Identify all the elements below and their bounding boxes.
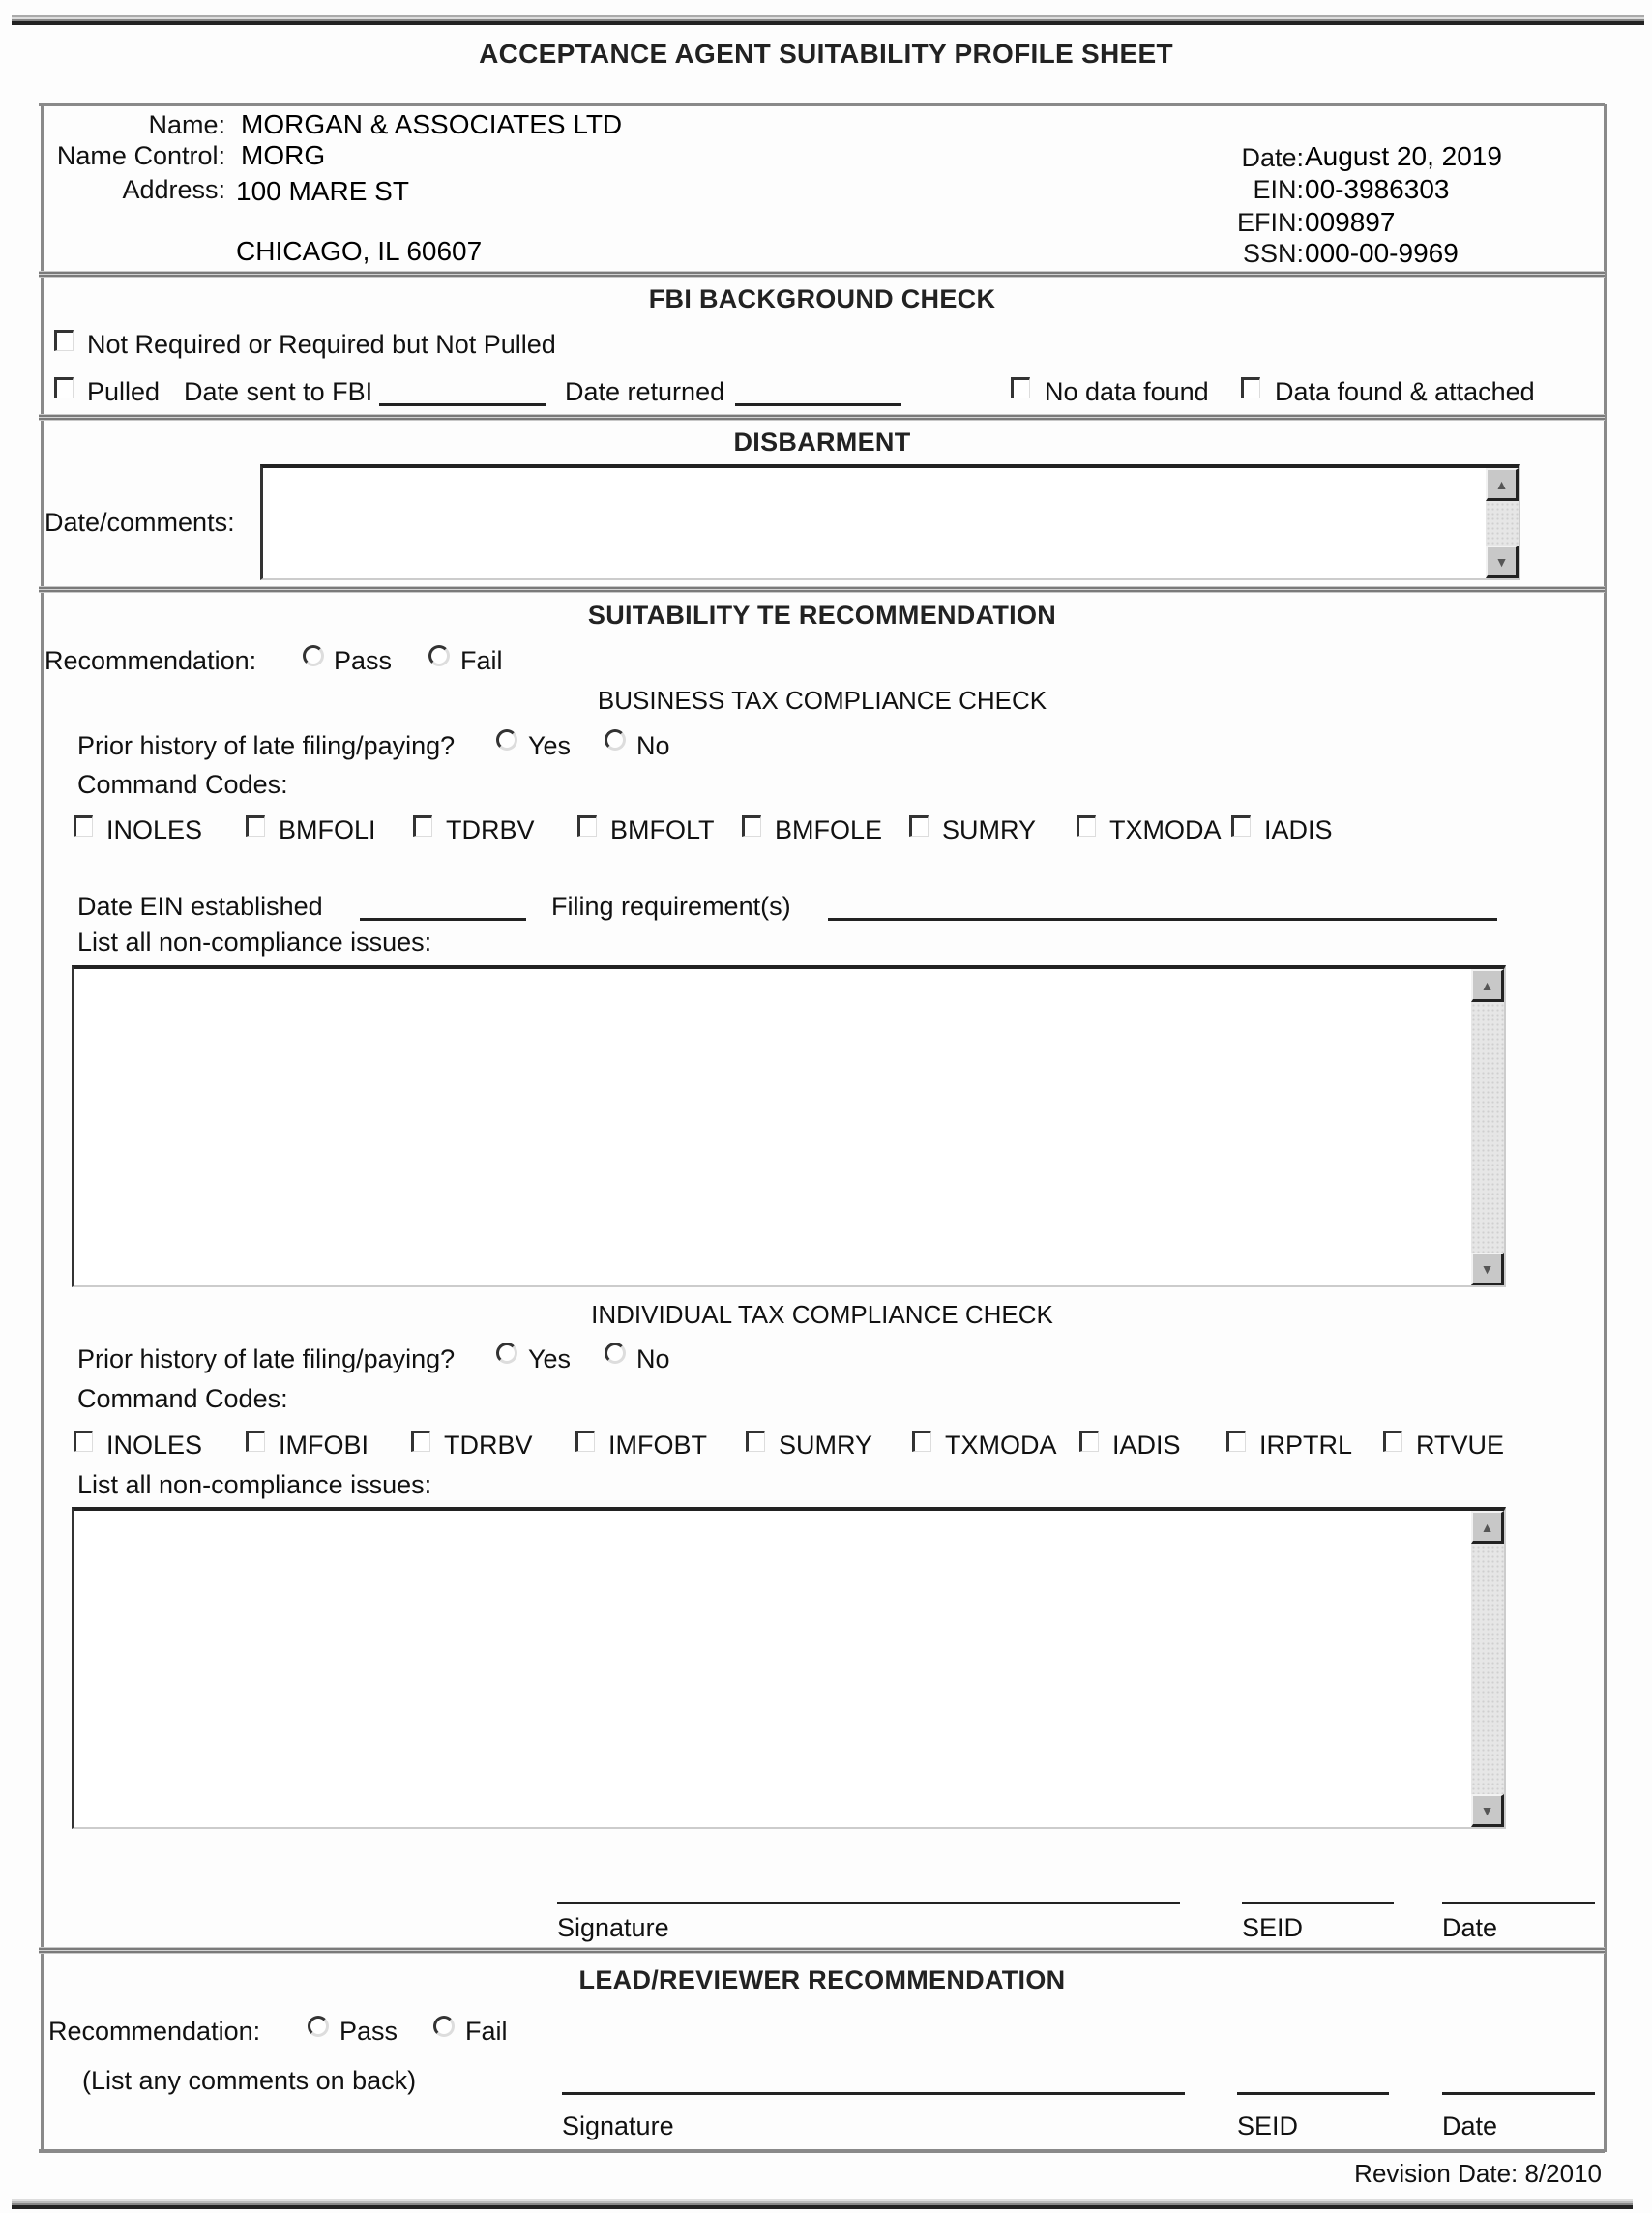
no-data-found-label: No data found	[1045, 377, 1209, 406]
date-label: Date:	[1241, 143, 1304, 172]
code-label: BMFOLE	[775, 815, 883, 844]
address-line1: 100 MARE ST	[236, 176, 409, 206]
lead-signature-label: Signature	[562, 2111, 674, 2140]
suitability-section-title: SUITABILITY TE RECOMMENDATION	[587, 601, 1057, 630]
individual-issues-textarea[interactable]	[72, 1507, 1506, 1829]
individual-command-codes-label: Command Codes:	[77, 1384, 288, 1413]
lead-date-label: Date	[1442, 2111, 1498, 2140]
te-seid-label: SEID	[1242, 1913, 1304, 1942]
address-label: Address:	[122, 175, 225, 204]
code-checkbox-tdrbv[interactable]	[411, 1431, 430, 1452]
code-checkbox-inoles[interactable]	[74, 815, 93, 837]
scroll-up-icon[interactable]: ▲	[1486, 468, 1519, 501]
page-title: ACCEPTANCE AGENT SUITABILITY PROFILE SHEET	[479, 39, 1173, 69]
scroll-up-icon[interactable]: ▲	[1471, 969, 1504, 1002]
section-divider	[39, 271, 1605, 278]
te-signature-field[interactable]	[557, 1902, 1180, 1904]
fbi-section-title: FBI BACKGROUND CHECK	[648, 284, 996, 313]
scroll-down-icon[interactable]: ▼	[1486, 546, 1519, 578]
business-tax-title: BUSINESS TAX COMPLIANCE CHECK	[597, 686, 1047, 715]
individual-issues-label: List all non-compliance issues:	[77, 1470, 432, 1499]
code-label: IADIS	[1264, 815, 1333, 844]
business-no-label: No	[636, 731, 670, 760]
code-checkbox-inoles[interactable]	[74, 1431, 93, 1452]
lead-pass-radio[interactable]	[308, 2016, 329, 2037]
code-label: TXMODA	[945, 1431, 1057, 1460]
te-pass-radio[interactable]	[303, 645, 324, 666]
code-checkbox-imfobi[interactable]	[246, 1431, 265, 1452]
top-rule	[12, 15, 1644, 25]
code-checkbox-imfobt[interactable]	[575, 1431, 595, 1452]
not-required-checkbox[interactable]	[54, 330, 74, 351]
individual-prior-history-label: Prior history of late filing/paying?	[77, 1344, 456, 1373]
section-divider	[39, 1947, 1605, 1954]
frame-top-border	[39, 103, 1605, 106]
disbarment-section-title: DISBARMENT	[733, 428, 911, 457]
business-yes-label: Yes	[528, 731, 572, 760]
section-divider	[39, 586, 1605, 593]
code-checkbox-txmoda[interactable]	[912, 1431, 931, 1452]
disbarment-comments-textarea[interactable]	[260, 464, 1520, 580]
date-ein-established-label: Date EIN established	[77, 892, 323, 921]
code-checkbox-iadis[interactable]	[1079, 1431, 1099, 1452]
individual-yes-radio[interactable]	[496, 1343, 517, 1364]
scrollbar[interactable]	[1471, 1511, 1504, 1827]
te-date-field[interactable]	[1442, 1902, 1595, 1904]
lead-section-title: LEAD/REVIEWER RECOMMENDATION	[578, 1965, 1066, 1994]
code-checkbox-irptrl[interactable]	[1226, 1431, 1246, 1452]
name-label: Name:	[148, 110, 225, 139]
address-line2: CHICAGO, IL 60607	[236, 236, 483, 266]
lead-recommendation-label: Recommendation:	[48, 2017, 261, 2046]
efin-value: 009897	[1305, 207, 1396, 237]
code-label: BMFOLI	[279, 815, 376, 844]
lead-pass-label: Pass	[339, 2017, 398, 2046]
code-label: IMFOBT	[608, 1431, 707, 1460]
business-issues-label: List all non-compliance issues:	[77, 928, 432, 957]
bottom-rule	[12, 2199, 1633, 2209]
code-label: TDRBV	[446, 815, 535, 844]
not-required-label: Not Required or Required but Not Pulled	[87, 330, 556, 359]
code-checkbox-iadis[interactable]	[1231, 815, 1251, 837]
code-label: SUMRY	[779, 1431, 873, 1460]
te-fail-radio[interactable]	[428, 645, 450, 666]
ein-value: 00-3986303	[1305, 174, 1450, 204]
code-label: IADIS	[1112, 1431, 1181, 1460]
scroll-down-icon[interactable]: ▼	[1471, 1253, 1504, 1285]
date-sent-label: Date sent to FBI	[184, 377, 373, 406]
ssn-value: 000-00-9969	[1305, 238, 1459, 268]
lead-date-field[interactable]	[1442, 2092, 1595, 2095]
lead-seid-field[interactable]	[1237, 2092, 1389, 2095]
code-label: INOLES	[106, 815, 203, 844]
lead-seid-label: SEID	[1237, 2111, 1299, 2140]
code-checkbox-rtvue[interactable]	[1383, 1431, 1402, 1452]
scrollbar[interactable]	[1471, 969, 1504, 1285]
frame-bottom-border	[39, 2149, 1605, 2153]
efin-label: EFIN:	[1236, 208, 1304, 237]
te-recommendation-label: Recommendation:	[44, 646, 257, 675]
scroll-down-icon[interactable]: ▼	[1471, 1794, 1504, 1827]
name-value: MORGAN & ASSOCIATES LTD	[241, 109, 623, 139]
code-label: IRPTRL	[1259, 1431, 1353, 1460]
lead-signature-field[interactable]	[562, 2092, 1185, 2095]
scrollbar[interactable]	[1486, 468, 1519, 578]
lead-fail-label: Fail	[465, 2017, 508, 2046]
code-label: TDRBV	[444, 1431, 533, 1460]
code-label: IMFOBI	[279, 1431, 369, 1460]
code-label: RTVUE	[1416, 1431, 1505, 1460]
date-returned-field[interactable]	[735, 403, 901, 406]
code-checkbox-sumry[interactable]	[909, 815, 929, 837]
pulled-label: Pulled	[87, 377, 161, 406]
lead-comments-note: (List any comments on back)	[82, 2066, 417, 2095]
code-checkbox-txmoda[interactable]	[1077, 815, 1096, 837]
filing-requirements-label: Filing requirement(s)	[551, 892, 791, 921]
section-divider	[39, 414, 1605, 421]
business-yes-radio[interactable]	[496, 729, 517, 751]
ssn-label: SSN:	[1242, 239, 1304, 268]
individual-no-label: No	[636, 1344, 670, 1373]
te-fail-label: Fail	[460, 646, 503, 675]
name-control-value: MORG	[241, 140, 326, 170]
date-ein-established-field[interactable]	[360, 918, 526, 921]
date-value: August 20, 2019	[1305, 141, 1502, 171]
business-command-codes-label: Command Codes:	[77, 770, 288, 799]
code-label: BMFOLT	[610, 815, 715, 844]
code-label: INOLES	[106, 1431, 203, 1460]
scroll-up-icon[interactable]: ▲	[1471, 1511, 1504, 1544]
code-checkbox-bmfole[interactable]	[742, 815, 761, 837]
individual-no-radio[interactable]	[605, 1343, 626, 1364]
revision-date: Revision Date: 8/2010	[1354, 2159, 1602, 2188]
pulled-checkbox[interactable]	[54, 377, 74, 398]
date-comments-label: Date/comments:	[44, 508, 235, 537]
te-signature-label: Signature	[557, 1913, 669, 1942]
no-data-found-checkbox[interactable]	[1011, 377, 1030, 398]
date-sent-field[interactable]	[379, 403, 546, 406]
code-label: SUMRY	[942, 815, 1037, 844]
individual-yes-label: Yes	[528, 1344, 572, 1373]
ein-label: EIN:	[1253, 175, 1304, 204]
te-pass-label: Pass	[334, 646, 393, 675]
business-issues-textarea[interactable]	[72, 965, 1506, 1287]
code-checkbox-tdrbv[interactable]	[413, 815, 432, 837]
date-returned-label: Date returned	[565, 377, 725, 406]
business-prior-history-label: Prior history of late filing/paying?	[77, 731, 456, 760]
code-checkbox-bmfoli[interactable]	[246, 815, 265, 837]
code-checkbox-bmfolt[interactable]	[577, 815, 597, 837]
business-no-radio[interactable]	[605, 729, 626, 751]
name-control-label: Name Control:	[56, 141, 225, 170]
data-found-attached-checkbox[interactable]	[1241, 377, 1260, 398]
individual-tax-title: INDIVIDUAL TAX COMPLIANCE CHECK	[591, 1300, 1053, 1329]
code-label: TXMODA	[1109, 815, 1222, 844]
lead-fail-radio[interactable]	[433, 2016, 455, 2037]
code-checkbox-sumry[interactable]	[746, 1431, 765, 1452]
filing-requirements-field[interactable]	[828, 918, 1497, 921]
te-seid-field[interactable]	[1242, 1902, 1394, 1904]
data-found-attached-label: Data found & attached	[1275, 377, 1535, 406]
te-date-label: Date	[1442, 1913, 1498, 1942]
